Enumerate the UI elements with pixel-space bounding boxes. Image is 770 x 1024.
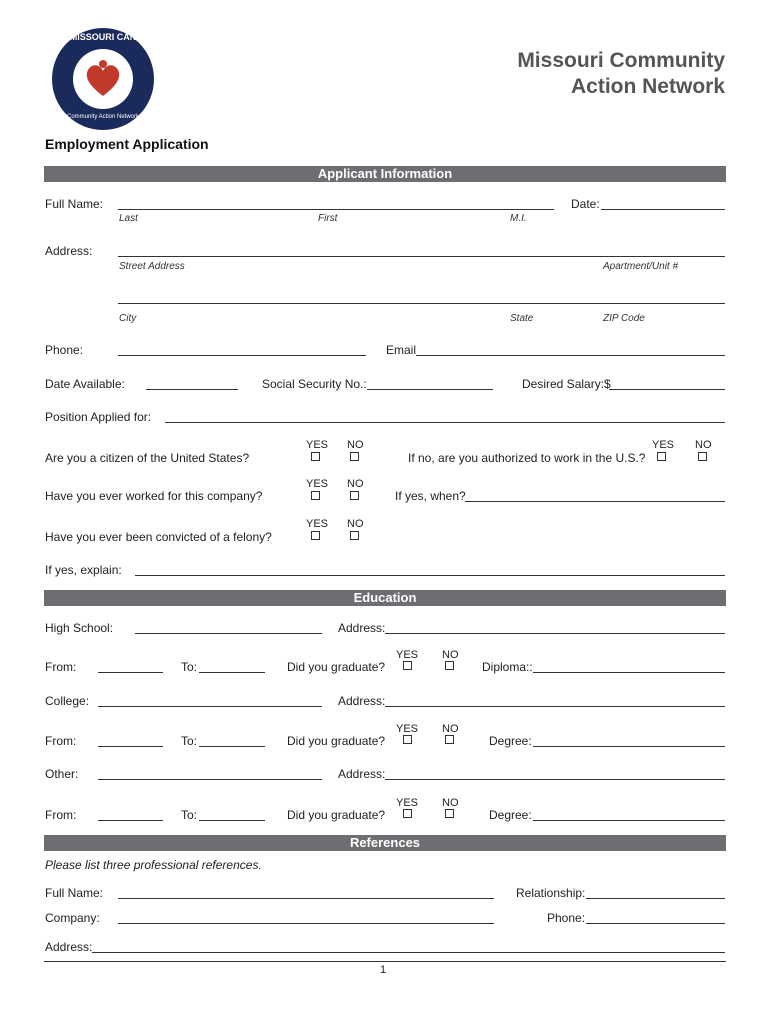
explain-field[interactable]: [135, 575, 725, 576]
college-from-label: From:: [45, 734, 77, 748]
felony-no-label: NO: [347, 518, 364, 530]
section-references: References: [44, 835, 726, 851]
state-hint: State: [510, 313, 534, 324]
desired-salary-field[interactable]: [609, 389, 725, 390]
email-field[interactable]: [416, 355, 725, 356]
other-graduate-no-label: NO: [442, 797, 459, 809]
felony-yes-checkbox[interactable]: [311, 531, 320, 540]
email-label: Email: [386, 343, 417, 357]
other-field[interactable]: [98, 779, 322, 780]
references-intro: Please list three professional references.: [45, 858, 262, 872]
street-address-hint: Street Address: [119, 261, 185, 272]
citizen-no-label: NO: [347, 439, 364, 451]
date-available-label: Date Available:: [45, 377, 125, 391]
diploma-label: Diploma::: [482, 660, 533, 674]
reference-full-name-field[interactable]: [118, 898, 494, 899]
diploma-field[interactable]: [533, 672, 725, 673]
college-degree-label: Degree:: [489, 734, 532, 748]
hs-graduate-no-checkbox[interactable]: [445, 661, 454, 670]
felony-yes-label: YES: [306, 518, 329, 530]
felony-question: Have you ever been convicted of a felony?: [45, 530, 272, 544]
city-hint: City: [119, 313, 137, 324]
page-bottom-rule: [44, 961, 726, 962]
citizen-no-checkbox[interactable]: [350, 452, 359, 461]
other-graduate-question: Did you graduate?: [287, 808, 386, 822]
college-graduate-no-checkbox[interactable]: [445, 735, 454, 744]
authorized-yes-checkbox[interactable]: [657, 452, 666, 461]
felony-no-checkbox[interactable]: [350, 531, 359, 540]
other-to-field[interactable]: [199, 820, 265, 821]
authorized-no-label: NO: [695, 439, 712, 451]
hs-graduate-question: Did you graduate?: [287, 660, 386, 674]
citizen-yes-label: YES: [306, 439, 329, 451]
ssn-label: Social Security No.:: [262, 377, 367, 391]
date-label: Date:: [571, 197, 600, 211]
other-address-label: Address:: [338, 767, 386, 781]
other-label: Other:: [45, 767, 79, 781]
worked-yes-checkbox[interactable]: [311, 491, 320, 500]
worked-yes-label: YES: [306, 478, 329, 490]
other-graduate-yes-label: YES: [396, 797, 419, 809]
reference-full-name-label: Full Name:: [45, 886, 104, 900]
high-school-address-field[interactable]: [385, 633, 725, 634]
other-from-field[interactable]: [98, 820, 163, 821]
position-label: Position Applied for:: [45, 410, 152, 424]
hs-to-label: To:: [181, 660, 198, 674]
phone-field[interactable]: [118, 355, 366, 356]
college-graduate-question: Did you graduate?: [287, 734, 386, 748]
college-from-field[interactable]: [98, 746, 163, 747]
reference-company-label: Company:: [45, 911, 100, 925]
worked-question: Have you ever worked for this company?: [45, 489, 263, 503]
college-field[interactable]: [98, 706, 322, 707]
organization-name: [517, 48, 725, 100]
date-field[interactable]: [601, 209, 725, 210]
hs-from-label: From:: [45, 660, 77, 674]
desired-salary-label: Desired Salary:$: [522, 377, 611, 391]
section-applicant-information: Applicant Information: [44, 166, 726, 182]
zip-code-hint: ZIP Code: [603, 313, 645, 324]
high-school-field[interactable]: [135, 633, 322, 634]
form-title: Employment Application: [45, 136, 209, 152]
citizen-yes-checkbox[interactable]: [311, 452, 320, 461]
full-name-field[interactable]: [118, 209, 554, 210]
other-degree-field[interactable]: [533, 820, 725, 821]
logo-top-text: MISSOURI CAN: [69, 32, 137, 42]
hs-graduate-no-label: NO: [442, 649, 459, 661]
other-address-field[interactable]: [385, 779, 725, 780]
first-name-hint: First: [318, 213, 338, 224]
other-graduate-no-checkbox[interactable]: [445, 809, 454, 818]
reference-address-label: Address:: [45, 940, 93, 954]
logo-bottom-text: Community Action Network: [66, 114, 140, 120]
other-graduate-yes-checkbox[interactable]: [403, 809, 412, 818]
reference-company-field[interactable]: [118, 923, 494, 924]
high-school-address-label: Address:: [338, 621, 386, 635]
when-field[interactable]: [465, 501, 725, 502]
worked-no-label: NO: [347, 478, 364, 490]
high-school-label: High School:: [45, 621, 114, 635]
college-to-field[interactable]: [199, 746, 265, 747]
page-number: 1: [380, 964, 387, 976]
organization-name-line2: Action Network: [570, 75, 725, 98]
college-graduate-no-label: NO: [442, 723, 459, 735]
reference-phone-label: Phone:: [547, 911, 586, 925]
position-field[interactable]: [165, 422, 725, 423]
middle-initial-hint: M.I.: [510, 213, 527, 224]
when-label: If yes, when?: [395, 489, 466, 503]
hs-from-field[interactable]: [98, 672, 163, 673]
other-from-label: From:: [45, 808, 77, 822]
hs-graduate-yes-label: YES: [396, 649, 419, 661]
other-to-label: To:: [181, 808, 198, 822]
college-graduate-yes-label: YES: [396, 723, 419, 735]
organization-name-line1: Missouri Community: [517, 49, 725, 72]
hs-to-field[interactable]: [199, 672, 265, 673]
reference-relationship-field[interactable]: [586, 898, 725, 899]
college-to-label: To:: [181, 734, 198, 748]
section-education: Education: [44, 590, 726, 606]
date-available-field[interactable]: [146, 389, 238, 390]
explain-label: If yes, explain:: [45, 563, 122, 577]
last-name-hint: Last: [119, 213, 138, 224]
reference-address-field[interactable]: [92, 952, 725, 953]
college-label: College:: [45, 694, 90, 708]
hs-graduate-yes-checkbox[interactable]: [403, 661, 412, 670]
ssn-field[interactable]: [367, 389, 493, 390]
college-graduate-yes-checkbox[interactable]: [403, 735, 412, 744]
street-address-field[interactable]: [118, 256, 725, 257]
citizen-question: Are you a citizen of the United States?: [45, 451, 250, 465]
phone-label: Phone:: [45, 343, 84, 357]
reference-relationship-label: Relationship:: [516, 886, 586, 900]
worked-no-checkbox[interactable]: [350, 491, 359, 500]
college-degree-field[interactable]: [533, 746, 725, 747]
apartment-hint: Apartment/Unit #: [603, 261, 679, 272]
full-name-label: Full Name:: [45, 197, 104, 211]
city-state-zip-field[interactable]: [118, 303, 725, 304]
logo: [50, 26, 156, 132]
reference-phone-field[interactable]: [586, 923, 725, 924]
college-address-field[interactable]: [385, 706, 725, 707]
authorized-question: If no, are you authorized to work in the U.S.?: [408, 451, 646, 465]
college-address-label: Address:: [338, 694, 386, 708]
authorized-no-checkbox[interactable]: [698, 452, 707, 461]
authorized-yes-label: YES: [652, 439, 675, 451]
address-label: Address:: [45, 244, 93, 258]
other-degree-label: Degree:: [489, 808, 532, 822]
